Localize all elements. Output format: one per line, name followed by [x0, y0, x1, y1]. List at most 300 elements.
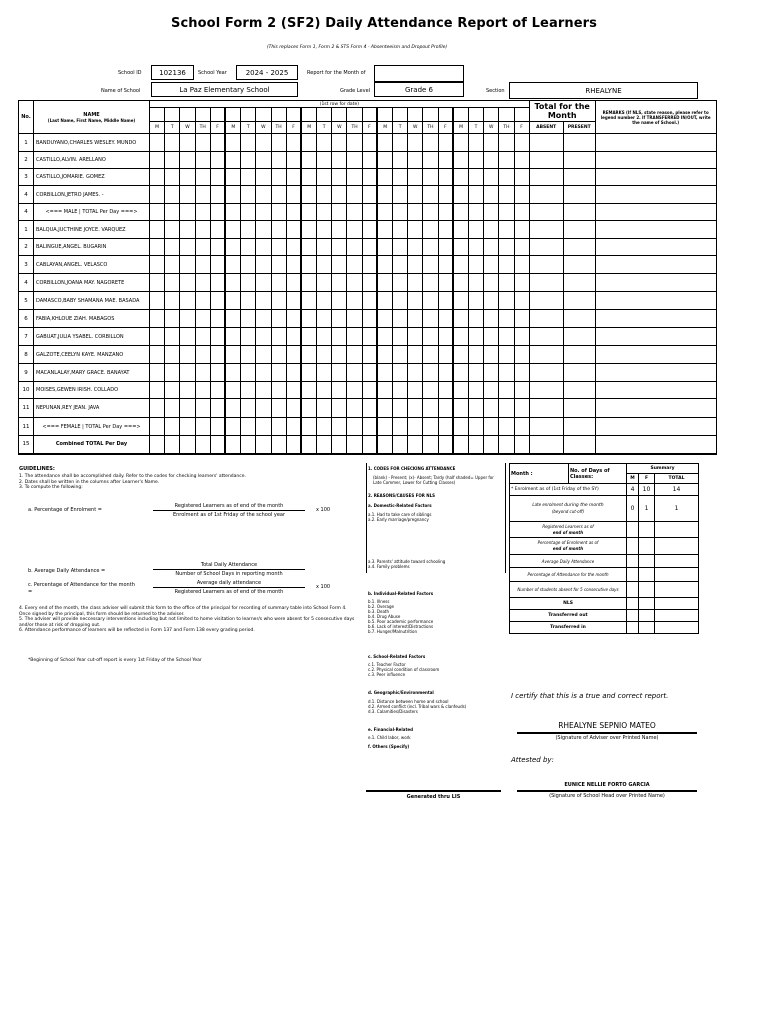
attendance-cell[interactable] [499, 256, 514, 274]
attendance-cell[interactable] [180, 204, 195, 221]
attendance-cell[interactable] [241, 328, 256, 346]
attendance-cell[interactable] [408, 186, 423, 204]
attendance-cell[interactable] [468, 364, 483, 382]
attendance-cell[interactable] [347, 382, 362, 399]
attendance-cell[interactable] [317, 436, 332, 454]
date-cell[interactable] [150, 108, 165, 122]
absent-total-cell[interactable] [529, 152, 563, 169]
date-cell[interactable] [210, 108, 225, 122]
attendance-cell[interactable] [271, 256, 286, 274]
attendance-cell[interactable] [271, 328, 286, 346]
attendance-cell[interactable] [271, 436, 286, 454]
attendance-cell[interactable] [453, 364, 468, 382]
attendance-cell[interactable] [317, 364, 332, 382]
attendance-cell[interactable] [225, 292, 240, 310]
attendance-cell[interactable] [286, 346, 301, 364]
attendance-cell[interactable] [393, 399, 408, 418]
date-cell[interactable] [286, 108, 301, 122]
attendance-cell[interactable] [271, 346, 286, 364]
attendance-cell[interactable] [301, 221, 316, 239]
attendance-cell[interactable] [423, 310, 438, 328]
attendance-cell[interactable] [271, 274, 286, 292]
date-cell[interactable] [317, 108, 332, 122]
remarks-cell[interactable] [595, 364, 716, 382]
attendance-cell[interactable] [301, 346, 316, 364]
present-total-cell[interactable] [563, 310, 595, 328]
attendance-cell[interactable] [514, 152, 529, 169]
attendance-cell[interactable] [408, 221, 423, 239]
attendance-cell[interactable] [210, 152, 225, 169]
attendance-cell[interactable] [438, 292, 453, 310]
absent-total-cell[interactable] [529, 436, 563, 454]
attendance-cell[interactable] [468, 346, 483, 364]
attendance-cell[interactable] [150, 169, 165, 186]
grade-level-field[interactable]: Grade 6 [374, 82, 464, 97]
attendance-cell[interactable] [286, 399, 301, 418]
attendance-cell[interactable] [514, 169, 529, 186]
attendance-cell[interactable] [423, 186, 438, 204]
attendance-cell[interactable] [301, 436, 316, 454]
attendance-cell[interactable] [271, 169, 286, 186]
attendance-cell[interactable] [423, 274, 438, 292]
attendance-cell[interactable] [468, 256, 483, 274]
attendance-cell[interactable] [286, 292, 301, 310]
attendance-cell[interactable] [271, 239, 286, 256]
attendance-cell[interactable] [514, 364, 529, 382]
attendance-cell[interactable] [165, 204, 180, 221]
absent-total-cell[interactable] [529, 328, 563, 346]
remarks-cell[interactable] [595, 418, 716, 436]
attendance-cell[interactable] [225, 221, 240, 239]
attendance-cell[interactable] [301, 204, 316, 221]
remarks-cell[interactable] [595, 152, 716, 169]
attendance-cell[interactable] [180, 364, 195, 382]
attendance-cell[interactable] [514, 310, 529, 328]
attendance-cell[interactable] [195, 346, 210, 364]
attendance-cell[interactable] [484, 152, 499, 169]
school-name-field[interactable]: La Paz Elementary School [151, 82, 298, 97]
attendance-cell[interactable] [165, 364, 180, 382]
attendance-cell[interactable] [150, 274, 165, 292]
attendance-cell[interactable] [499, 292, 514, 310]
attendance-cell[interactable] [180, 292, 195, 310]
attendance-cell[interactable] [468, 310, 483, 328]
attendance-cell[interactable] [453, 310, 468, 328]
absent-total-cell[interactable] [529, 310, 563, 328]
attendance-cell[interactable] [453, 186, 468, 204]
attendance-cell[interactable] [225, 346, 240, 364]
present-total-cell[interactable] [563, 399, 595, 418]
attendance-cell[interactable] [286, 436, 301, 454]
attendance-cell[interactable] [468, 382, 483, 399]
attendance-cell[interactable] [165, 328, 180, 346]
attendance-cell[interactable] [408, 152, 423, 169]
attendance-cell[interactable] [453, 292, 468, 310]
attendance-cell[interactable] [393, 436, 408, 454]
attendance-cell[interactable] [393, 204, 408, 221]
attendance-cell[interactable] [150, 221, 165, 239]
attendance-cell[interactable] [468, 186, 483, 204]
attendance-cell[interactable] [377, 256, 392, 274]
date-cell[interactable] [423, 108, 438, 122]
attendance-cell[interactable] [301, 186, 316, 204]
attendance-cell[interactable] [514, 399, 529, 418]
attendance-cell[interactable] [241, 221, 256, 239]
attendance-cell[interactable] [484, 274, 499, 292]
attendance-cell[interactable] [286, 204, 301, 221]
attendance-cell[interactable] [514, 186, 529, 204]
attendance-cell[interactable] [210, 418, 225, 436]
attendance-cell[interactable] [150, 239, 165, 256]
attendance-cell[interactable] [271, 134, 286, 152]
attendance-cell[interactable] [256, 436, 271, 454]
attendance-cell[interactable] [301, 328, 316, 346]
attendance-cell[interactable] [210, 310, 225, 328]
attendance-cell[interactable] [225, 399, 240, 418]
attendance-cell[interactable] [332, 328, 347, 346]
attendance-cell[interactable] [150, 292, 165, 310]
attendance-cell[interactable] [256, 134, 271, 152]
section-field[interactable]: RHEALYNE [509, 82, 698, 99]
attendance-cell[interactable] [484, 382, 499, 399]
attendance-cell[interactable] [256, 256, 271, 274]
attendance-cell[interactable] [438, 221, 453, 239]
attendance-cell[interactable] [332, 239, 347, 256]
attendance-cell[interactable] [393, 152, 408, 169]
date-cell[interactable] [453, 108, 468, 122]
attendance-cell[interactable] [241, 204, 256, 221]
attendance-cell[interactable] [195, 256, 210, 274]
date-cell[interactable] [195, 108, 210, 122]
attendance-cell[interactable] [362, 221, 377, 239]
date-cell[interactable] [301, 108, 316, 122]
attendance-cell[interactable] [256, 328, 271, 346]
attendance-cell[interactable] [484, 186, 499, 204]
attendance-cell[interactable] [256, 382, 271, 399]
attendance-cell[interactable] [150, 364, 165, 382]
attendance-cell[interactable] [499, 274, 514, 292]
attendance-cell[interactable] [225, 418, 240, 436]
attendance-cell[interactable] [514, 292, 529, 310]
attendance-cell[interactable] [438, 256, 453, 274]
absent-total-cell[interactable] [529, 292, 563, 310]
attendance-cell[interactable] [286, 382, 301, 399]
present-total-cell[interactable] [563, 152, 595, 169]
attendance-cell[interactable] [408, 204, 423, 221]
attendance-cell[interactable] [453, 346, 468, 364]
attendance-cell[interactable] [210, 274, 225, 292]
attendance-cell[interactable] [377, 221, 392, 239]
attendance-cell[interactable] [347, 274, 362, 292]
attendance-cell[interactable] [150, 346, 165, 364]
date-cell[interactable] [256, 108, 271, 122]
present-total-cell[interactable] [563, 346, 595, 364]
attendance-cell[interactable] [332, 436, 347, 454]
attendance-cell[interactable] [468, 418, 483, 436]
attendance-cell[interactable] [393, 346, 408, 364]
attendance-cell[interactable] [150, 152, 165, 169]
attendance-cell[interactable] [453, 204, 468, 221]
absent-total-cell[interactable] [529, 221, 563, 239]
attendance-cell[interactable] [347, 328, 362, 346]
attendance-cell[interactable] [165, 436, 180, 454]
attendance-cell[interactable] [165, 274, 180, 292]
attendance-cell[interactable] [347, 239, 362, 256]
attendance-cell[interactable] [423, 221, 438, 239]
date-cell[interactable] [377, 108, 392, 122]
attendance-cell[interactable] [225, 328, 240, 346]
attendance-cell[interactable] [468, 436, 483, 454]
attendance-cell[interactable] [332, 152, 347, 169]
attendance-cell[interactable] [225, 186, 240, 204]
attendance-cell[interactable] [150, 382, 165, 399]
attendance-cell[interactable] [468, 274, 483, 292]
absent-total-cell[interactable] [529, 204, 563, 221]
attendance-cell[interactable] [195, 418, 210, 436]
attendance-cell[interactable] [514, 134, 529, 152]
attendance-cell[interactable] [256, 364, 271, 382]
remarks-cell[interactable] [595, 256, 716, 274]
attendance-cell[interactable] [195, 328, 210, 346]
date-cell[interactable] [332, 108, 347, 122]
attendance-cell[interactable] [377, 310, 392, 328]
attendance-cell[interactable] [150, 134, 165, 152]
attendance-cell[interactable] [180, 328, 195, 346]
attendance-cell[interactable] [241, 364, 256, 382]
attendance-cell[interactable] [150, 399, 165, 418]
attendance-cell[interactable] [332, 204, 347, 221]
attendance-cell[interactable] [210, 256, 225, 274]
attendance-cell[interactable] [241, 169, 256, 186]
present-total-cell[interactable] [563, 364, 595, 382]
attendance-cell[interactable] [393, 364, 408, 382]
attendance-cell[interactable] [347, 346, 362, 364]
attendance-cell[interactable] [499, 152, 514, 169]
attendance-cell[interactable] [514, 418, 529, 436]
present-total-cell[interactable] [563, 292, 595, 310]
attendance-cell[interactable] [377, 292, 392, 310]
date-cell[interactable] [468, 108, 483, 122]
date-cell[interactable] [438, 108, 453, 122]
attendance-cell[interactable] [468, 328, 483, 346]
attendance-cell[interactable] [514, 346, 529, 364]
attendance-cell[interactable] [347, 134, 362, 152]
attendance-cell[interactable] [210, 346, 225, 364]
attendance-cell[interactable] [484, 256, 499, 274]
attendance-cell[interactable] [484, 134, 499, 152]
attendance-cell[interactable] [393, 186, 408, 204]
attendance-cell[interactable] [210, 328, 225, 346]
attendance-cell[interactable] [317, 310, 332, 328]
attendance-cell[interactable] [301, 292, 316, 310]
attendance-cell[interactable] [393, 239, 408, 256]
attendance-cell[interactable] [165, 169, 180, 186]
attendance-cell[interactable] [165, 239, 180, 256]
attendance-cell[interactable] [332, 274, 347, 292]
attendance-cell[interactable] [195, 274, 210, 292]
attendance-cell[interactable] [165, 382, 180, 399]
attendance-cell[interactable] [423, 256, 438, 274]
attendance-cell[interactable] [408, 382, 423, 399]
attendance-cell[interactable] [210, 186, 225, 204]
attendance-cell[interactable] [332, 382, 347, 399]
attendance-cell[interactable] [286, 134, 301, 152]
attendance-cell[interactable] [210, 436, 225, 454]
attendance-cell[interactable] [195, 169, 210, 186]
date-cell[interactable] [347, 108, 362, 122]
attendance-cell[interactable] [438, 310, 453, 328]
attendance-cell[interactable] [225, 169, 240, 186]
attendance-cell[interactable] [286, 186, 301, 204]
attendance-cell[interactable] [301, 256, 316, 274]
attendance-cell[interactable] [332, 134, 347, 152]
attendance-cell[interactable] [332, 292, 347, 310]
attendance-cell[interactable] [241, 274, 256, 292]
attendance-cell[interactable] [514, 239, 529, 256]
attendance-cell[interactable] [468, 204, 483, 221]
attendance-cell[interactable] [347, 310, 362, 328]
attendance-cell[interactable] [256, 274, 271, 292]
attendance-cell[interactable] [499, 436, 514, 454]
attendance-cell[interactable] [377, 134, 392, 152]
attendance-cell[interactable] [271, 364, 286, 382]
attendance-cell[interactable] [286, 364, 301, 382]
attendance-cell[interactable] [514, 256, 529, 274]
attendance-cell[interactable] [499, 328, 514, 346]
attendance-cell[interactable] [438, 364, 453, 382]
attendance-cell[interactable] [468, 239, 483, 256]
attendance-cell[interactable] [271, 310, 286, 328]
attendance-cell[interactable] [180, 221, 195, 239]
attendance-cell[interactable] [423, 204, 438, 221]
attendance-cell[interactable] [393, 382, 408, 399]
attendance-cell[interactable] [271, 292, 286, 310]
attendance-cell[interactable] [438, 186, 453, 204]
attendance-cell[interactable] [301, 152, 316, 169]
attendance-cell[interactable] [453, 418, 468, 436]
attendance-cell[interactable] [408, 239, 423, 256]
remarks-cell[interactable] [595, 239, 716, 256]
attendance-cell[interactable] [210, 364, 225, 382]
attendance-cell[interactable] [377, 169, 392, 186]
attendance-cell[interactable] [332, 221, 347, 239]
attendance-cell[interactable] [256, 204, 271, 221]
attendance-cell[interactable] [256, 239, 271, 256]
present-total-cell[interactable] [563, 204, 595, 221]
absent-total-cell[interactable] [529, 399, 563, 418]
attendance-cell[interactable] [256, 292, 271, 310]
attendance-cell[interactable] [225, 134, 240, 152]
attendance-cell[interactable] [225, 204, 240, 221]
attendance-cell[interactable] [150, 204, 165, 221]
attendance-cell[interactable] [225, 436, 240, 454]
attendance-cell[interactable] [438, 418, 453, 436]
attendance-cell[interactable] [256, 399, 271, 418]
attendance-cell[interactable] [332, 418, 347, 436]
remarks-cell[interactable] [595, 186, 716, 204]
attendance-cell[interactable] [484, 292, 499, 310]
attendance-cell[interactable] [347, 364, 362, 382]
attendance-cell[interactable] [180, 152, 195, 169]
attendance-cell[interactable] [210, 239, 225, 256]
attendance-cell[interactable] [423, 346, 438, 364]
attendance-cell[interactable] [438, 346, 453, 364]
present-total-cell[interactable] [563, 436, 595, 454]
attendance-cell[interactable] [301, 364, 316, 382]
attendance-cell[interactable] [271, 382, 286, 399]
attendance-cell[interactable] [225, 274, 240, 292]
attendance-cell[interactable] [241, 399, 256, 418]
attendance-cell[interactable] [347, 256, 362, 274]
attendance-cell[interactable] [362, 382, 377, 399]
attendance-cell[interactable] [150, 436, 165, 454]
attendance-cell[interactable] [484, 346, 499, 364]
attendance-cell[interactable] [317, 292, 332, 310]
attendance-cell[interactable] [362, 274, 377, 292]
attendance-cell[interactable] [393, 134, 408, 152]
attendance-cell[interactable] [180, 239, 195, 256]
attendance-cell[interactable] [180, 186, 195, 204]
attendance-cell[interactable] [180, 274, 195, 292]
attendance-cell[interactable] [286, 221, 301, 239]
attendance-cell[interactable] [408, 436, 423, 454]
remarks-cell[interactable] [595, 346, 716, 364]
attendance-cell[interactable] [180, 134, 195, 152]
date-cell[interactable] [180, 108, 195, 122]
attendance-cell[interactable] [180, 418, 195, 436]
attendance-cell[interactable] [514, 382, 529, 399]
attendance-cell[interactable] [499, 399, 514, 418]
attendance-cell[interactable] [301, 239, 316, 256]
attendance-cell[interactable] [195, 382, 210, 399]
attendance-cell[interactable] [499, 239, 514, 256]
attendance-cell[interactable] [438, 169, 453, 186]
attendance-cell[interactable] [484, 328, 499, 346]
attendance-cell[interactable] [317, 221, 332, 239]
attendance-cell[interactable] [423, 382, 438, 399]
attendance-cell[interactable] [377, 436, 392, 454]
attendance-cell[interactable] [362, 239, 377, 256]
remarks-cell[interactable] [595, 292, 716, 310]
date-cell[interactable] [484, 108, 499, 122]
date-cell[interactable] [499, 108, 514, 122]
attendance-cell[interactable] [150, 328, 165, 346]
attendance-cell[interactable] [423, 328, 438, 346]
attendance-cell[interactable] [271, 204, 286, 221]
attendance-cell[interactable] [393, 328, 408, 346]
attendance-cell[interactable] [195, 399, 210, 418]
attendance-cell[interactable] [271, 152, 286, 169]
attendance-cell[interactable] [195, 134, 210, 152]
attendance-cell[interactable] [150, 310, 165, 328]
attendance-cell[interactable] [210, 204, 225, 221]
attendance-cell[interactable] [241, 418, 256, 436]
report-month-field[interactable] [374, 65, 464, 82]
present-total-cell[interactable] [563, 274, 595, 292]
attendance-cell[interactable] [165, 292, 180, 310]
attendance-cell[interactable] [256, 418, 271, 436]
attendance-cell[interactable] [332, 186, 347, 204]
attendance-cell[interactable] [256, 186, 271, 204]
attendance-cell[interactable] [408, 364, 423, 382]
attendance-cell[interactable] [362, 204, 377, 221]
attendance-cell[interactable] [423, 436, 438, 454]
attendance-cell[interactable] [468, 152, 483, 169]
attendance-cell[interactable] [393, 418, 408, 436]
attendance-cell[interactable] [468, 221, 483, 239]
attendance-cell[interactable] [256, 152, 271, 169]
attendance-cell[interactable] [362, 346, 377, 364]
